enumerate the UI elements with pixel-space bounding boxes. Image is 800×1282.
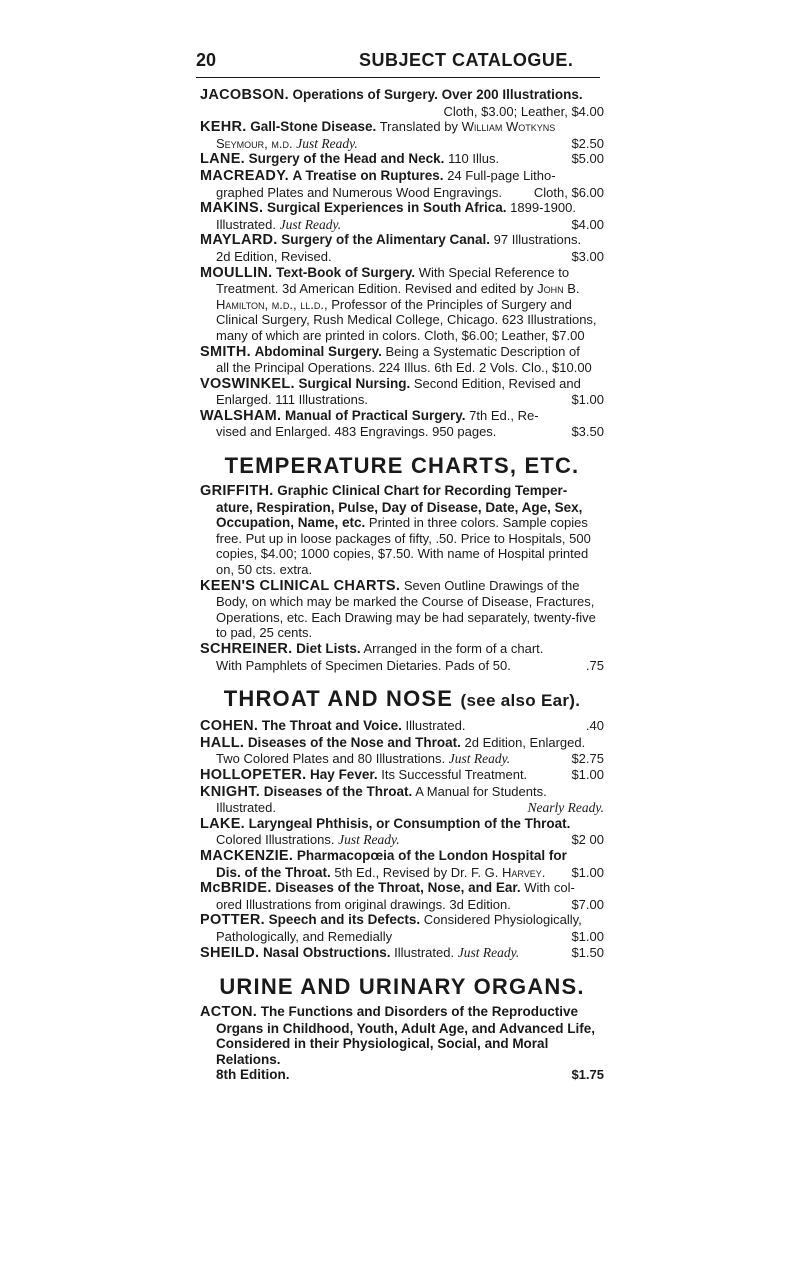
note: Second Edition, Revised and xyxy=(413,375,581,391)
book-title: Considered in their Physiological, Social, and Moral Relations. xyxy=(216,1036,549,1067)
book-title: Manual of Practical Surgery. xyxy=(284,407,466,423)
entry-hollopeter xyxy=(200,767,604,784)
status: Just Ready. xyxy=(457,944,520,960)
entry-lane xyxy=(200,151,604,168)
edition: 8th Edition. xyxy=(216,1067,290,1083)
author: MACKENZIE. xyxy=(200,847,294,864)
note: 5th Ed., Revised by Dr. F. G. xyxy=(334,864,499,880)
author: MOULLIN. xyxy=(200,264,273,281)
entry-knight xyxy=(200,784,604,816)
author: MACREADY. xyxy=(200,167,289,184)
entry-cohen xyxy=(200,718,604,735)
price: $1.75 xyxy=(571,1067,604,1083)
entry-voswinkel xyxy=(200,376,604,408)
book-title: Dis. of the Throat. xyxy=(216,864,331,880)
status: Just Ready. xyxy=(296,135,358,151)
price: $1.00 xyxy=(571,928,604,944)
note: Illustrated. xyxy=(216,216,276,232)
price: $3.50 xyxy=(571,424,604,440)
price: $2.75 xyxy=(571,751,604,767)
book-title: Nasal Obstructions. xyxy=(262,944,391,960)
author: POTTER. xyxy=(200,912,265,929)
price: $1.00 xyxy=(571,392,604,408)
author: SMITH. xyxy=(200,343,251,360)
note: Two Colored Plates and 80 Illustrations. xyxy=(216,751,446,767)
author: LANE. xyxy=(200,151,245,168)
price: $1.00 xyxy=(571,864,604,880)
entry-schreiner xyxy=(200,641,604,673)
translator: William Wotkyns xyxy=(461,119,556,135)
note: Translated by xyxy=(379,119,458,135)
note: Illustrated. xyxy=(394,944,455,960)
note: 1899-1900. xyxy=(510,200,576,216)
note: Printed in three colors. Sample copies xyxy=(368,515,588,531)
catalogue-body xyxy=(200,87,604,1083)
price-line: Cloth, $3.00; Leather, $4.00 xyxy=(443,103,604,119)
author: MAKINS. xyxy=(200,200,264,217)
status: Just Ready. xyxy=(338,832,400,848)
note: 97 Illustrations. xyxy=(493,232,582,248)
note: vised and Enlarged. 483 Engravings. 950 pages. xyxy=(216,424,497,440)
note: copies, $4.00; 1000 copies, $7.50. With name of Hospital printed xyxy=(216,546,589,562)
price: $3.00 xyxy=(571,248,604,264)
book-title: Occupation, Name, etc. xyxy=(216,515,366,531)
book-title: Graphic Clinical Chart for Recording Temper- xyxy=(277,483,568,499)
note: graphed Plates and Numerous Wood Engravings. xyxy=(216,184,502,200)
entry-sheild xyxy=(200,945,604,962)
author: HALL. xyxy=(200,734,245,751)
price: $4.00 xyxy=(571,216,604,232)
author: KEEN'S CLINICAL CHARTS. xyxy=(200,577,401,594)
translator-credentials: Seymour, m.d. xyxy=(216,135,293,151)
note: Operations, etc. Each Drawing may be had separately, twenty-five xyxy=(216,609,596,625)
book-title: Gall-Stone Disease. xyxy=(250,119,377,135)
note: 24 Full-page Litho- xyxy=(447,167,556,183)
editor-credentials: Hamilton, m.d., ll.d., xyxy=(216,296,328,312)
author: SHEILD. xyxy=(200,944,260,961)
note: Illustrated. xyxy=(216,800,276,816)
price: $2.50 xyxy=(571,135,604,151)
price: $1.00 xyxy=(571,766,604,782)
author: McBRIDE. xyxy=(200,880,272,897)
author: KEHR. xyxy=(200,119,247,136)
author: ACTON. xyxy=(200,1004,258,1021)
price-line: many of which are printed in colors. Cloth, $6.00; Leather, $7.00 xyxy=(216,327,585,343)
entry-griffith xyxy=(200,483,604,578)
author: KNIGHT. xyxy=(200,783,261,800)
entry-jacobson xyxy=(200,87,604,119)
note: Body, on which may be marked the Course of Disease, Fractures, xyxy=(216,594,595,610)
entry-makins xyxy=(200,200,604,232)
header-rule xyxy=(196,77,600,78)
note: 2d Edition, Enlarged. xyxy=(464,734,586,750)
note: Considered Physiologically, xyxy=(423,912,582,928)
price: .75 xyxy=(585,657,604,673)
price: $5.00 xyxy=(571,151,604,167)
book-title: Surgical Nursing. xyxy=(298,375,411,391)
author: SCHREINER. xyxy=(200,641,293,657)
note: on, 50 cts. extra. xyxy=(216,562,313,578)
note: free. Put up in loose packages of fifty, .50. Price to Hospitals, 500 xyxy=(216,530,591,546)
book-title: Surgery of the Head and Neck. xyxy=(248,151,445,167)
entry-macready xyxy=(200,168,604,200)
note: Treatment. 3d American Edition. Revised and edited by xyxy=(216,281,534,297)
note: A Manual for Students. xyxy=(415,783,547,799)
entry-keen xyxy=(200,578,604,641)
book-title: ature, Respiration, Pulse, Day of Disease, Date, Age, Sex, xyxy=(216,499,583,515)
note: 110 Illus. xyxy=(448,151,500,167)
editor: John B. xyxy=(537,281,580,297)
book-title: Laryngeal Phthisis, or Consumption of the Throat. xyxy=(248,815,571,831)
note: Illustrated. xyxy=(405,718,466,734)
price: $1.50 xyxy=(571,944,604,960)
running-title: SUBJECT CATALOGUE. xyxy=(359,50,574,70)
book-title: Surgical Experiences in South Africa. xyxy=(266,200,507,216)
book-title: The Functions and Disorders of the Reproductive xyxy=(260,1004,579,1020)
status: Nearly Ready. xyxy=(527,800,604,816)
entry-walsham xyxy=(200,408,604,440)
book-title: Text-Book of Surgery. xyxy=(276,264,416,280)
entry-hall xyxy=(200,735,604,767)
book-title: Diseases of the Nose and Throat. xyxy=(247,734,461,750)
heading-note: (see also Ear). xyxy=(460,691,581,711)
heading-text: THROAT AND NOSE xyxy=(223,686,454,712)
author: LAKE. xyxy=(200,815,245,832)
entry-potter xyxy=(200,912,604,944)
entry-mackenzie xyxy=(200,848,604,880)
entry-maylard xyxy=(200,232,604,264)
note: Arranged in the form of a chart. xyxy=(363,641,544,656)
entry-mcbride xyxy=(200,880,604,912)
note: Seven Outline Drawings of the xyxy=(403,577,580,593)
book-title: Diseases of the Throat. xyxy=(263,783,413,799)
book-title: Pharmacopœia of the London Hospital for xyxy=(296,847,567,863)
status: Just Ready. xyxy=(279,216,342,232)
book-title: Diet Lists. xyxy=(296,641,361,656)
page-number: 20 xyxy=(196,50,217,70)
book-title: Speech and its Defects. xyxy=(268,912,421,928)
book-title: Abdominal Surgery. xyxy=(254,343,382,359)
author: JACOBSON. xyxy=(200,87,289,103)
entry-acton xyxy=(200,1004,604,1083)
author: GRIFFITH. xyxy=(200,483,274,500)
price: .40 xyxy=(585,718,604,734)
note: Enlarged. 111 Illustrations. xyxy=(216,392,368,408)
note: Clinical Surgery, Rush Medical College, Chicago. 623 Illustrations, xyxy=(216,312,597,328)
section-heading-temperature: TEMPERATURE CHARTS, ETC. xyxy=(224,453,580,479)
price: $2 00 xyxy=(571,832,604,848)
entry-kehr xyxy=(200,119,604,151)
status: Just Ready. xyxy=(448,751,511,767)
price-line: all the Principal Operations. 224 Illus. 6th Ed. 2 Vols. Clo., $10.00 xyxy=(216,360,592,376)
note: Pathologically, and Remedially xyxy=(216,928,393,944)
book-title: Diseases of the Throat, Nose, and Ear. xyxy=(275,880,521,896)
reviser: Harvey. xyxy=(502,864,546,880)
section-heading-urine: URINE AND URINARY ORGANS. xyxy=(219,974,585,1000)
note: 2d Edition, Revised. xyxy=(216,248,332,264)
page-header xyxy=(196,50,600,78)
note: With col- xyxy=(524,880,575,896)
author: MAYLARD. xyxy=(200,232,278,249)
book-title: Operations of Surgery. Over 200 Illustrations. xyxy=(292,87,583,102)
book-title: Hay Fever. xyxy=(310,766,378,782)
note: Being a Systematic Description of xyxy=(385,343,580,359)
entry-lake xyxy=(200,816,604,848)
author: COHEN. xyxy=(200,718,259,735)
note: Colored Illustrations. xyxy=(216,832,335,848)
entry-smith xyxy=(200,344,604,376)
note: Its Successful Treatment. xyxy=(381,766,528,782)
note: 7th Ed., Re- xyxy=(469,407,539,423)
note: With Pamphlets of Specimen Dietaries. Pads of 50. xyxy=(216,657,511,673)
note: to pad, 25 cents. xyxy=(216,625,313,641)
author: HOLLOPETER. xyxy=(200,766,307,783)
price: Cloth, $6.00 xyxy=(533,184,604,200)
book-title: The Throat and Voice. xyxy=(261,718,402,734)
note: With Special Reference to xyxy=(418,264,570,280)
note: Professor of the Principles of Surgery and xyxy=(331,296,572,312)
author: VOSWINKEL. xyxy=(200,375,295,392)
section-heading-throat xyxy=(200,687,604,713)
price: $7.00 xyxy=(571,896,604,912)
note: ored Illustrations from original drawings. 3d Edition. xyxy=(216,896,511,912)
book-title: Organs in Childhood, Youth, Adult Age, and Advanced Life, xyxy=(216,1020,596,1036)
author: WALSHAM. xyxy=(200,407,282,424)
book-title: Surgery of the Alimentary Canal. xyxy=(281,232,491,248)
entry-moullin xyxy=(200,265,604,344)
book-title: A Treatise on Ruptures. xyxy=(292,167,444,183)
